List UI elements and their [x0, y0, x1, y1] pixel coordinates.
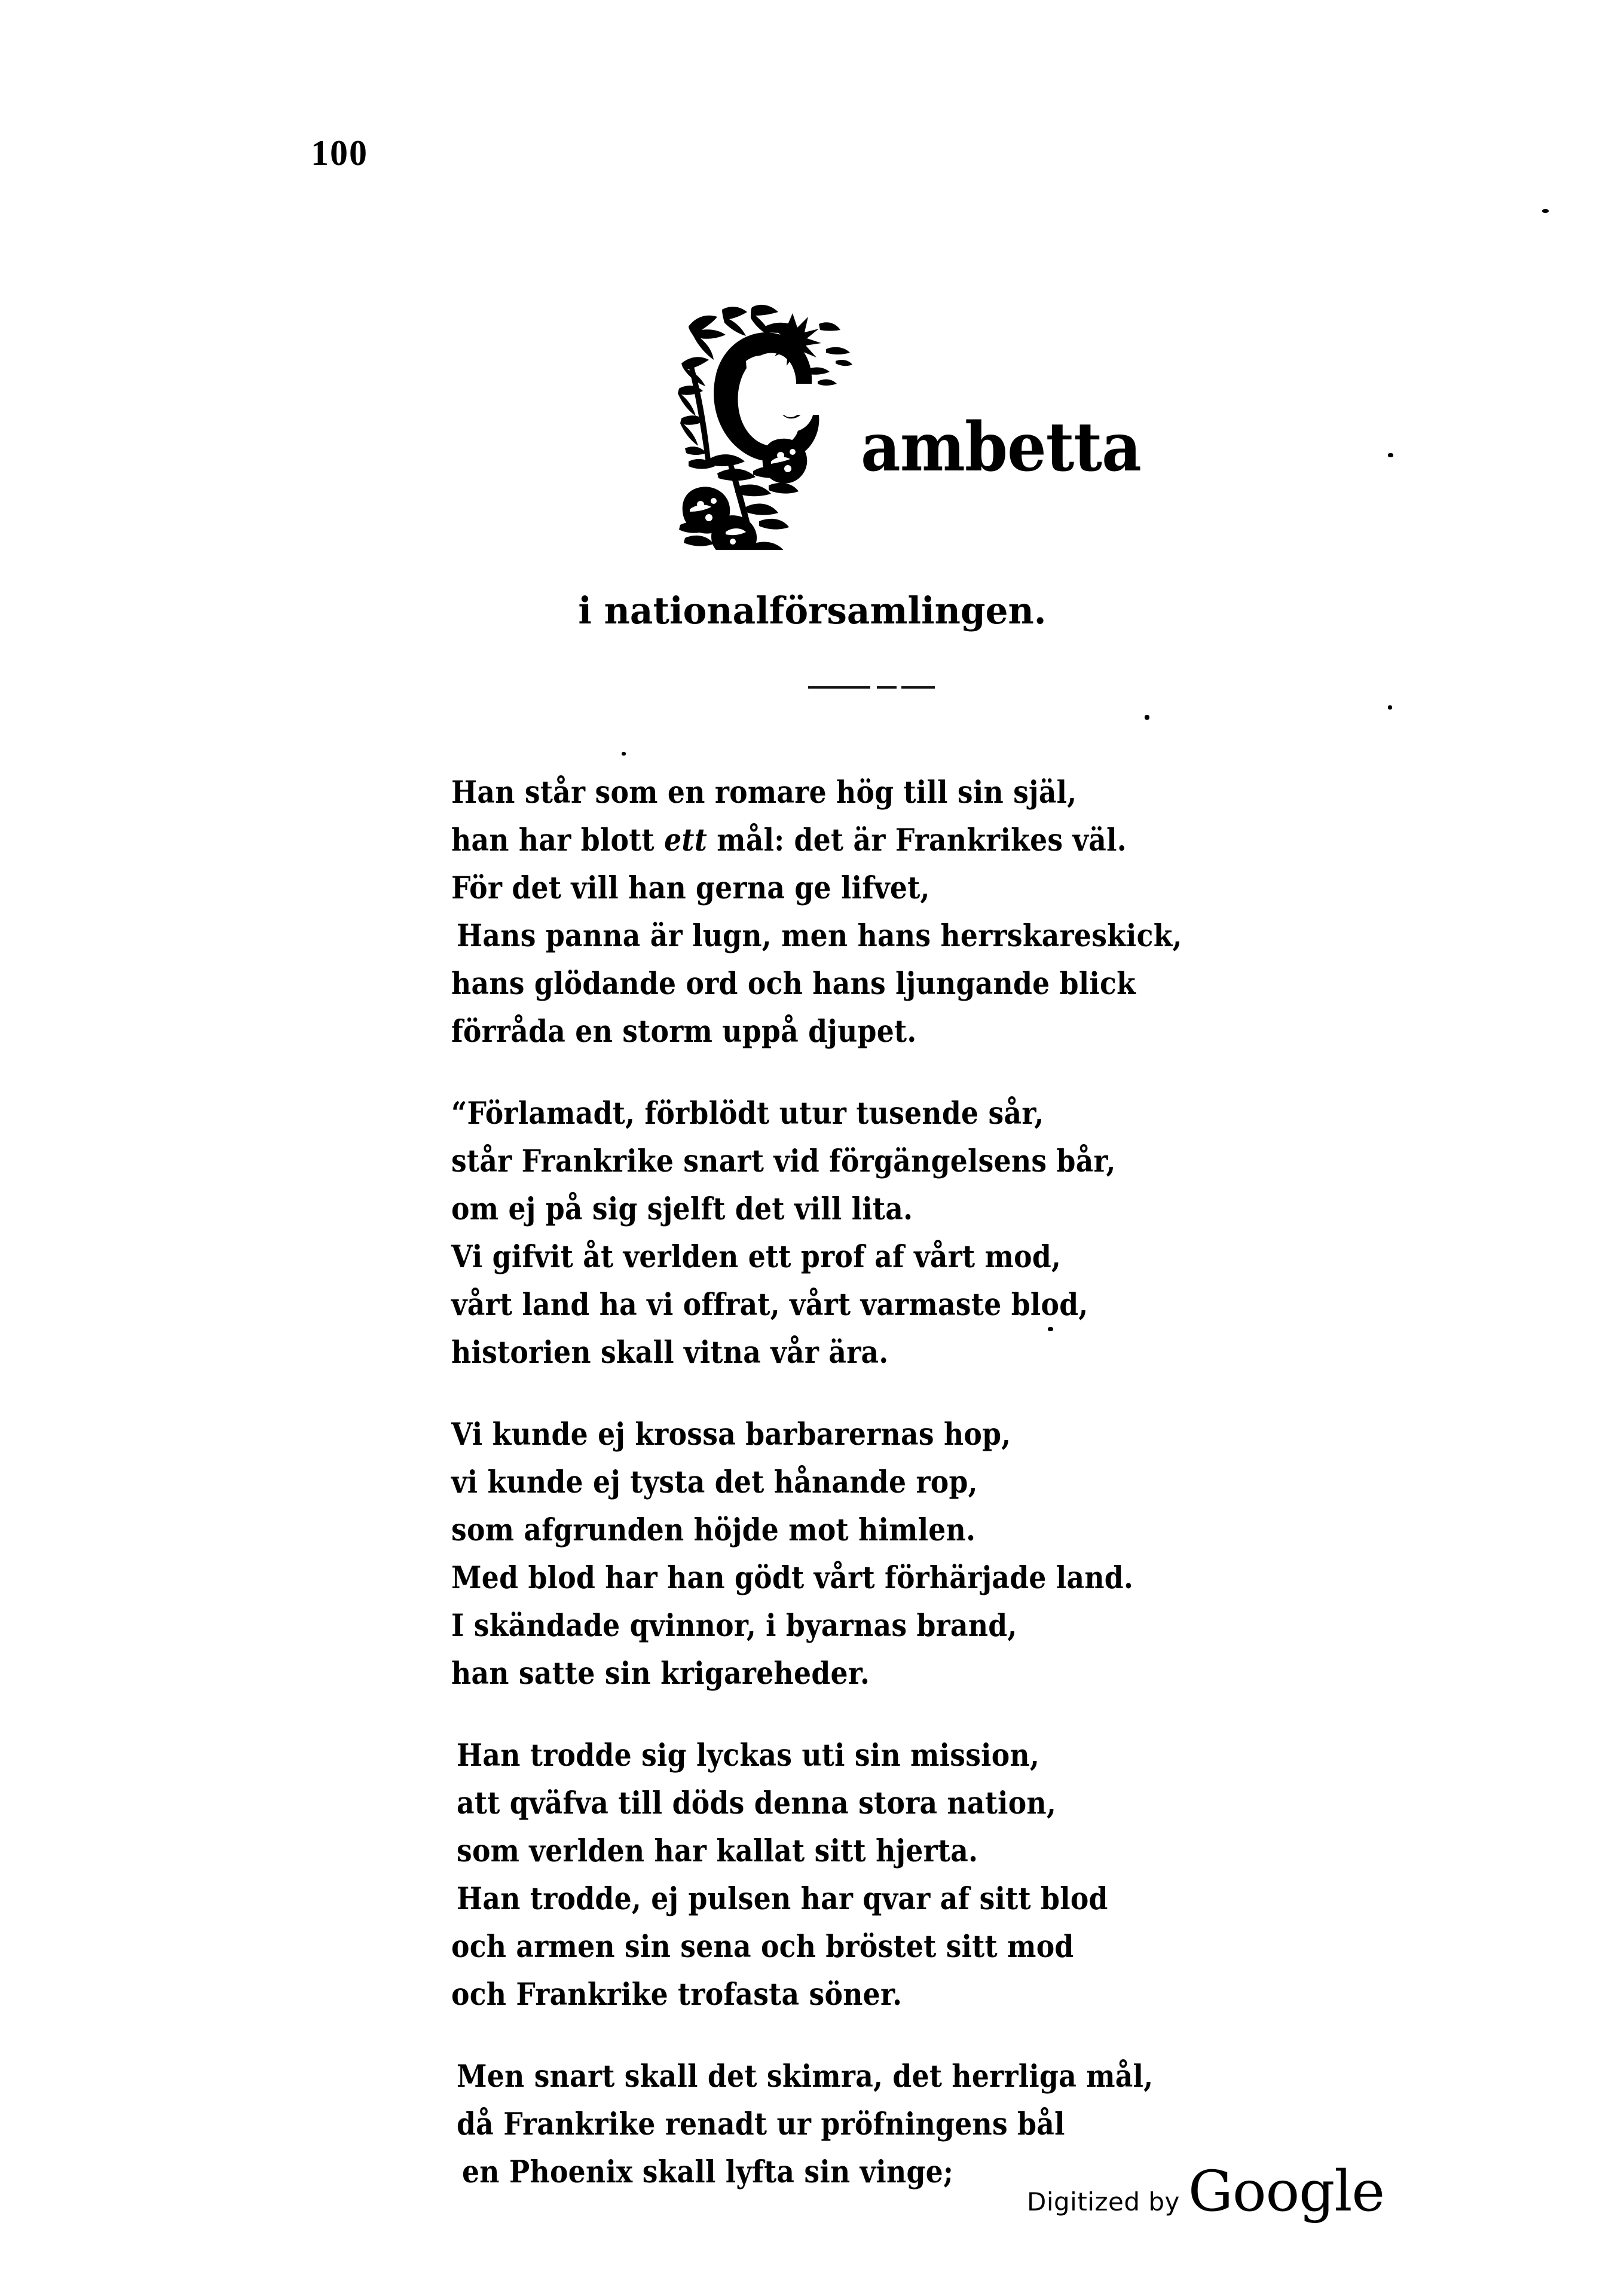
poem-line-text: Med blod har han gödt vårt förhärjade land.	[451, 1560, 1134, 1596]
poem-line-text: vi kunde ej tysta det hånande rop,	[451, 1464, 978, 1500]
poem-line	[451, 1281, 1348, 1329]
poem-line-text: Vi kunde ej krossa barbarernas hop,	[451, 1417, 1011, 1453]
poem-line-text: han har blott ett mål: det är Frankrikes väl.	[451, 823, 1127, 858]
poem-line	[451, 1650, 1348, 1698]
poem-line	[451, 769, 1348, 817]
poem-line	[451, 1875, 1348, 1923]
poem-line	[451, 1138, 1348, 1185]
section-divider-rule	[808, 686, 935, 689]
poem-stanza	[451, 1411, 1348, 1698]
poem-line-text: Men snart skall det skimra, det herrliga mål,	[457, 2059, 1154, 2095]
ornate-floral-initial-g-icon	[675, 299, 873, 550]
scan-speck	[622, 752, 626, 756]
poem-line-text: Hans panna är lugn, men hans herrskareskick,	[457, 918, 1182, 954]
poem-body	[451, 769, 1348, 2196]
poem-line	[451, 1008, 1348, 1056]
scan-speck	[1145, 715, 1149, 720]
scan-speck	[1542, 209, 1549, 213]
poem-line-text: historien skall vitna vår ära.	[451, 1335, 889, 1371]
poem-line	[451, 1329, 1348, 1377]
poem-line	[451, 1411, 1348, 1459]
watermark-google-logo: Google	[1188, 2159, 1385, 2224]
poem-line-text: Han trodde sig lyckas uti sin mission,	[457, 1738, 1040, 1774]
poem-line	[451, 1971, 1348, 2019]
poem-line-text: om ej på sig sjelft det vill lita.	[451, 1191, 913, 1227]
poem-line-text: hans glödande ord och hans ljungande blick	[451, 966, 1136, 1002]
poem-line	[451, 1185, 1348, 1233]
poem-line-text: och Frankrike trofasta söner.	[451, 1977, 903, 2013]
poem-line-text: som afgrunden höjde mot himlen.	[451, 1512, 976, 1548]
poem-line-text: att qväfva till döds denna stora nation,	[457, 1785, 1057, 1821]
poem-line	[451, 2100, 1348, 2148]
poem-line	[451, 817, 1348, 864]
page-number: 100	[311, 133, 368, 173]
watermark-by-label: Digitized by	[1027, 2187, 1180, 2216]
scan-speck	[1048, 1327, 1053, 1331]
poem-line-text: och armen sin sena och bröstet sitt mod	[451, 1929, 1074, 1965]
poem-subtitle	[0, 589, 1624, 632]
poem-line	[451, 960, 1348, 1008]
digitized-by-google-watermark	[1027, 2159, 1385, 2224]
poem-title-text: ambetta	[861, 408, 1141, 487]
poem-stanza	[451, 1732, 1348, 2019]
poem-line-text: Vi gifvit åt verlden ett prof af vårt mod,	[451, 1239, 1062, 1275]
poem-line	[451, 912, 1348, 960]
poem-line	[451, 864, 1348, 912]
poem-line	[451, 1602, 1348, 1650]
poem-line-text: står Frankrike snart vid förgängelsens bår,	[451, 1143, 1116, 1179]
poem-title-block	[0, 299, 1624, 550]
poem-line	[451, 1827, 1348, 1875]
poem-line	[451, 1233, 1348, 1281]
scan-speck	[1388, 705, 1392, 710]
poem-line-text: förråda en storm uppå djupet.	[451, 1014, 917, 1050]
poem-line	[451, 1779, 1348, 1827]
poem-line-text: en Phoenix skall lyfta sin vinge;	[462, 2154, 954, 2190]
poem-line-text: Han trodde, ej pulsen har qvar af sitt blod	[457, 1881, 1108, 1917]
poem-line-text: vårt land ha vi offrat, vårt varmaste blod,	[451, 1287, 1088, 1323]
poem-line-text: I skändade qvinnor, i byarnas brand,	[451, 1608, 1017, 1644]
poem-line	[451, 1090, 1348, 1138]
poem-line-text: Han står som en romare hög till sin själ,	[451, 775, 1077, 811]
poem-line-text: som verlden har kallat sitt hjerta.	[457, 1833, 978, 1869]
poem-line	[451, 1732, 1348, 1779]
poem-line-text: För det vill han gerna ge lifvet,	[451, 870, 930, 906]
poem-line	[451, 1923, 1348, 1971]
poem-line-text: han satte sin krigareheder.	[451, 1656, 870, 1692]
poem-line	[451, 1554, 1348, 1602]
poem-line-text: “Förlamadt, förblödt utur tusende sår,	[451, 1096, 1044, 1132]
poem-subtitle-text: i nationalförsamlingen.	[577, 589, 1047, 632]
poem-stanza	[451, 769, 1348, 1056]
emphasised-word: ett	[664, 823, 708, 858]
poem-stanza	[451, 1090, 1348, 1377]
poem-line	[451, 2053, 1348, 2100]
poem-line-text: då Frankrike renadt ur pröfningens bål	[457, 2106, 1065, 2142]
poem-line	[451, 1506, 1348, 1554]
poem-line	[451, 1459, 1348, 1506]
scan-speck	[1388, 453, 1393, 457]
